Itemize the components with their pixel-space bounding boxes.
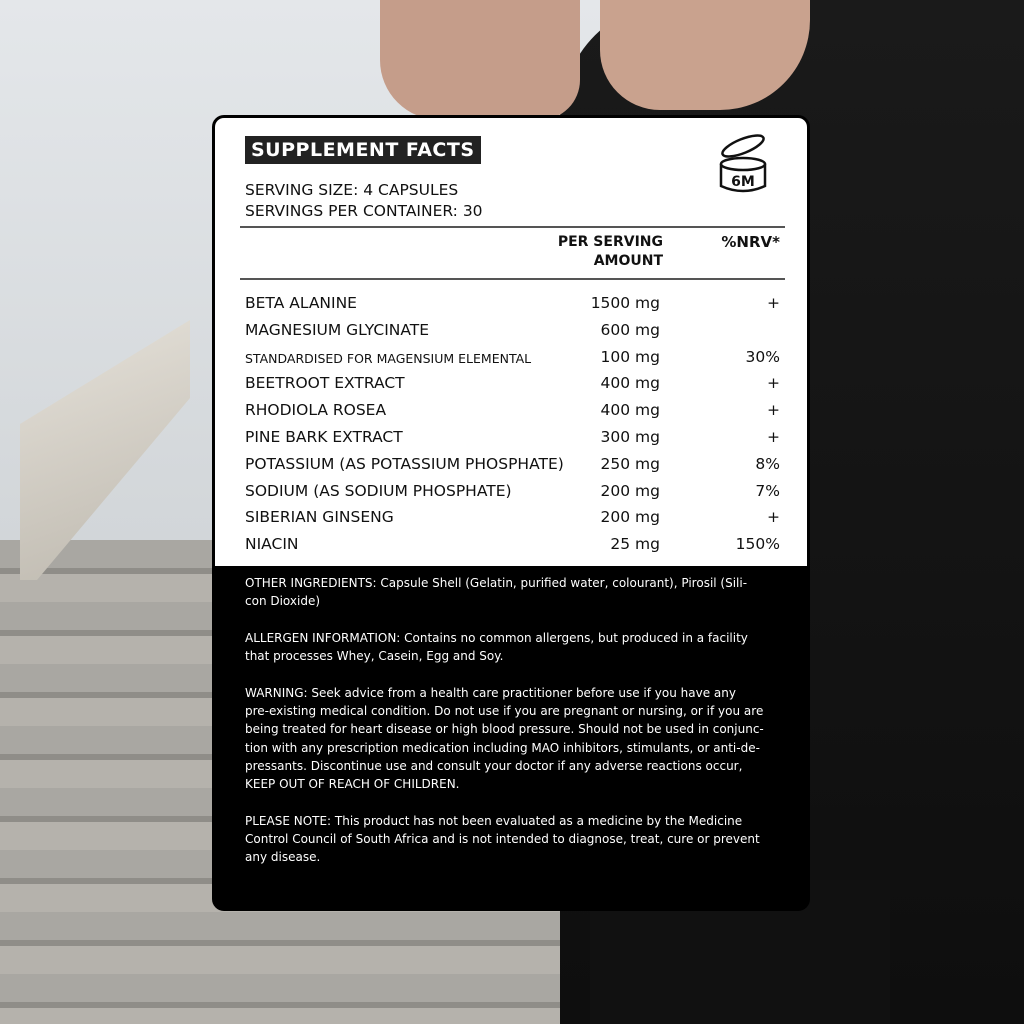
- column-header-amount: [558, 233, 663, 271]
- ingredient-nrv: +: [767, 374, 780, 393]
- info-line: pressants. Discontinue use and consult your doctor if any adverse reactions occur,: [245, 758, 743, 773]
- serving-info: [245, 180, 483, 222]
- info-line: PLEASE NOTE: This product has not been evaluated as a medicine by the Medicine: [245, 813, 743, 828]
- ingredient-name: MAGNESIUM GLYCINATE: [245, 320, 430, 339]
- info-line: Control Council of South Africa and is not intended to diagnose, treat, cure or prevent: [245, 832, 760, 847]
- ingredient-row: [245, 294, 780, 321]
- info-line: pre-existing medical condition. Do not use if you are pregnant or nursing, or if you are: [245, 704, 764, 719]
- ingredient-row: [245, 428, 780, 455]
- ingredient-name: BETA ALANINE: [245, 294, 357, 312]
- ingredient-amount: 1500 mg: [590, 294, 660, 312]
- info-line: that processes Whey, Casein, Egg and Soy.: [245, 649, 504, 664]
- ingredient-nrv: 7%: [755, 481, 780, 500]
- ingredient-amount: 600 mg: [600, 320, 660, 339]
- divider: [240, 226, 785, 228]
- label-title: SUPPLEMENT FACTS: [245, 136, 481, 164]
- info-line: any disease.: [245, 850, 321, 865]
- info-line: being treated for heart disease or high blood pressure. Should not be used in conjunc-: [245, 722, 764, 737]
- ingredient-name: NIACIN: [245, 535, 299, 554]
- ingredient-row: [245, 482, 780, 509]
- ingredient-amount: 100 mg: [600, 347, 660, 366]
- info-paragraph: [245, 812, 807, 867]
- ingredient-nrv: +: [767, 428, 780, 446]
- info-line: con Dioxide): [245, 594, 321, 609]
- servings-per-container: SERVINGS PER CONTAINER: 30: [245, 202, 483, 220]
- info-paragraph: [245, 684, 807, 794]
- ingredient-row: [245, 348, 780, 375]
- supplement-facts-label: [212, 115, 810, 911]
- info-panel: [215, 566, 807, 867]
- ingredient-nrv: 150%: [735, 535, 780, 554]
- open-jar-icon: [715, 134, 771, 196]
- ingredient-amount: 200 mg: [600, 481, 660, 500]
- pao-text: 6M: [731, 174, 755, 190]
- ingredient-row: [245, 535, 780, 562]
- ingredient-name: SODIUM (AS SODIUM PHOSPHATE): [245, 481, 512, 500]
- ingredient-row: [245, 321, 780, 348]
- ingredient-amount: 300 mg: [600, 428, 660, 446]
- column-header-amount-line: PER SERVING: [557, 234, 663, 250]
- ingredient-amount: 200 mg: [600, 508, 660, 527]
- ingredient-row: [245, 455, 780, 482]
- ingredient-row: [245, 401, 780, 428]
- info-line: tion with any prescription medication including MAO inhibitors, stimulants, or anti-de-: [245, 740, 760, 755]
- info-line: OTHER INGREDIENTS: Capsule Shell (Gelatin, purified water, colourant), Pirosil (Sili-: [245, 576, 748, 590]
- ingredient-amount: 400 mg: [600, 374, 660, 393]
- ingredient-name: SIBERIAN GINSENG: [245, 508, 394, 527]
- divider: [240, 278, 785, 280]
- ingredient-row: [245, 508, 780, 535]
- info-paragraph: [245, 629, 807, 666]
- ingredient-name: PINE BARK EXTRACT: [245, 428, 403, 446]
- info-paragraph: [245, 574, 807, 611]
- serving-size: SERVING SIZE: 4 CAPSULES: [245, 181, 459, 199]
- ingredient-nrv: 30%: [745, 347, 780, 366]
- ingredient-amount: 250 mg: [600, 454, 660, 473]
- ingredient-row: [245, 374, 780, 401]
- background-arm: [380, 0, 580, 120]
- ingredient-nrv: +: [767, 294, 780, 312]
- facts-panel: [215, 118, 807, 566]
- info-line: KEEP OUT OF REACH OF CHILDREN.: [245, 777, 460, 792]
- ingredient-name: BEETROOT EXTRACT: [245, 374, 405, 393]
- ingredient-nrv: +: [767, 401, 780, 420]
- ingredient-name: RHODIOLA ROSEA: [245, 401, 387, 420]
- ingredient-nrv: +: [767, 508, 780, 527]
- ingredient-name: POTASSIUM (AS POTASSIUM PHOSPHATE): [245, 454, 564, 473]
- info-line: WARNING: Seek advice from a health care practitioner before use if you have any: [245, 685, 736, 700]
- ingredient-amount: 25 mg: [610, 535, 660, 554]
- ingredient-nrv: 8%: [755, 454, 780, 473]
- ingredient-amount: 400 mg: [600, 401, 660, 420]
- column-header-nrv: %NRV*: [721, 233, 780, 251]
- column-header-amount-line: AMOUNT: [593, 253, 663, 269]
- info-line: ALLERGEN INFORMATION: Contains no common allergens, but produced in a facility: [245, 630, 748, 645]
- ingredient-name: STANDARDISED FOR MAGENSIUM ELEMENTAL: [245, 350, 532, 366]
